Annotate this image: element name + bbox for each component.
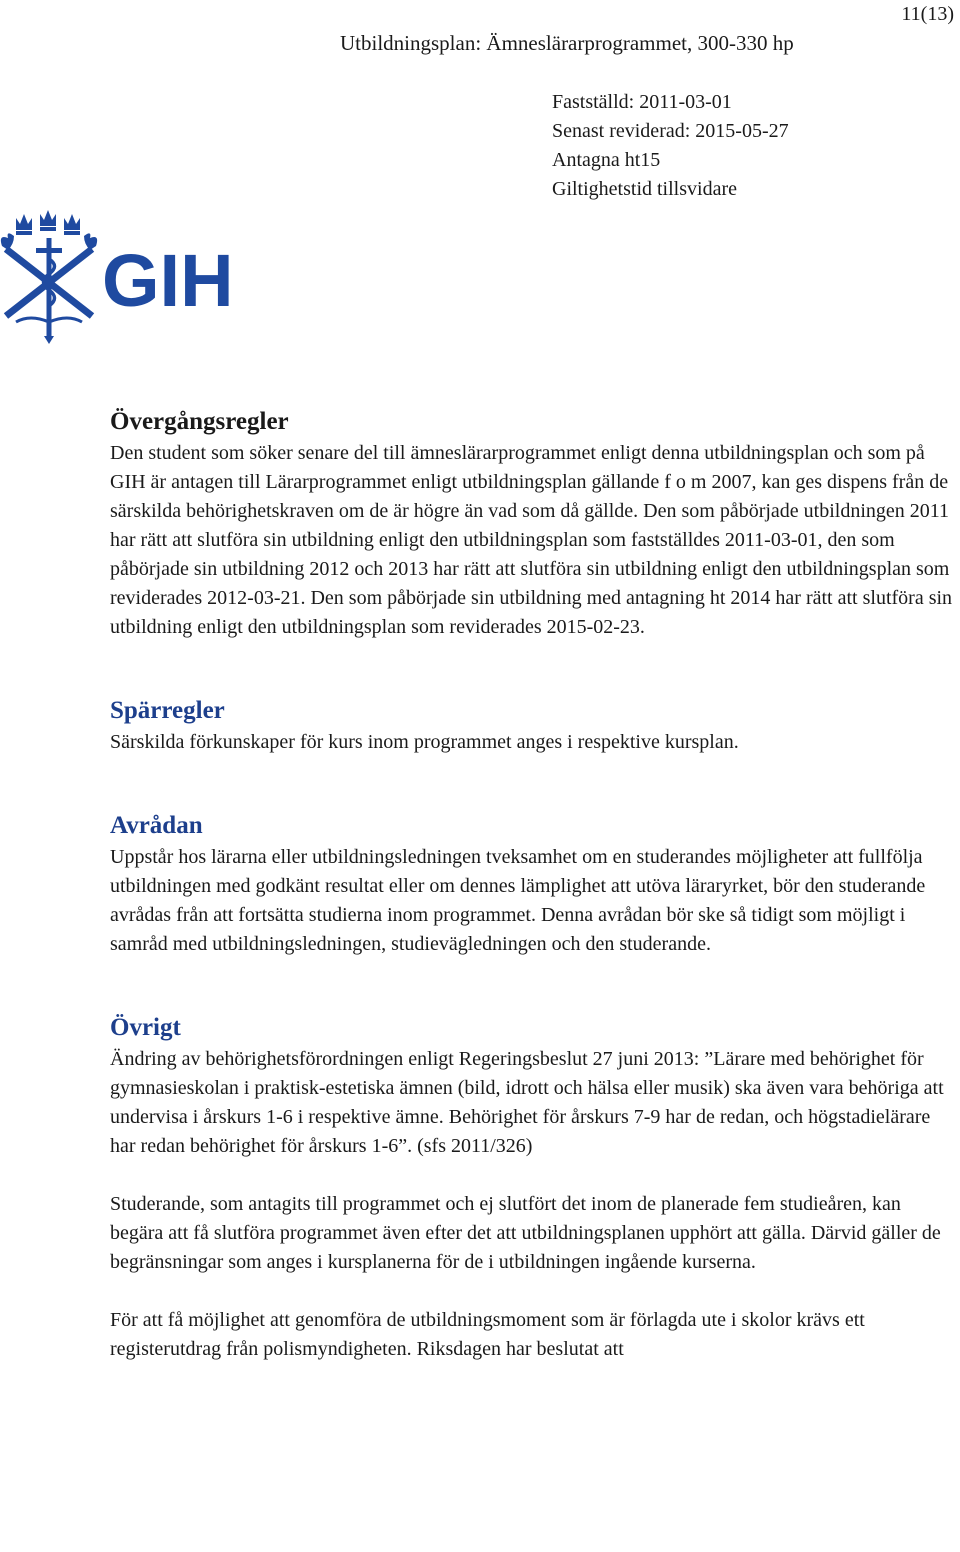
logo-text: GIH — [102, 239, 234, 322]
adopted-term: Antagna ht15 — [552, 149, 661, 171]
other-paragraph: Studerande, som antagits till programmet och ej slutfört det inom de planerade fem studieåren, kan begära att få slutföra programmet även efter det att utbildningsplanen upphört att gälla. Därvid gäller de begränsningar som anges i kursplanerna för de i utbildningen ingående kurserna. — [110, 1193, 941, 1273]
revised-date: Senast reviderad: 2015-05-27 — [552, 120, 789, 142]
document-meta — [552, 88, 789, 204]
transition-heading: Övergångsregler — [110, 408, 289, 435]
document-body — [110, 405, 955, 1364]
gih-crest-icon — [1, 210, 97, 344]
page-number: 11(13) — [901, 3, 954, 25]
validity: Giltighetstid tillsvidare — [552, 178, 737, 200]
other-heading: Övrigt — [110, 1014, 181, 1041]
counseling-heading: Avrådan — [110, 812, 203, 839]
barriers-body: Särskilda förkunskaper för kurs inom programmet anges i respektive kursplan. — [110, 731, 739, 753]
other-paragraph: Ändring av behörighetsförordningen enligt Regeringsbeslut 27 juni 2013: ”Lärare med behörighet för gymnasieskolan i praktisk-estetiska ämnen (bild, idrott och hälsa eller musik) ska även vara behöriga att undervisa i årskurs 1-6 i respektive ämne. Behörighet för årskurs 7-9 har de redan, och högstadielärare har redan behörighet för årskurs 1-6”. (sfs 2011/326) — [110, 1048, 944, 1157]
other-paragraph: För att få möjlighet att genomföra de utbildningsmoment som är förlagda ute i skolor krävs ett registerutdrag från polismyndigheten. Riksdagen har beslutat att — [110, 1309, 865, 1360]
gih-logo — [0, 204, 252, 344]
transition-body: Den student som söker senare del till ämneslärarprogrammet enligt denna utbildningsplan och som på GIH är antagen till Lärarprogrammet enligt utbildningsplan gällande f o m 2007, kan ges dispens från de särskilda behörighetskraven om de är högre än vad som då gällde. Den som påbörjade utbildningen 2011 har rätt att slutföra sin utbildning enligt den utbildningsplan som fastställdes 2011-03-01, den som påbörjade sin utbildning 2012 och 2013 har rätt att slutföra sin utbildning enligt den utbildningsplan som reviderades 2012-03-21. Den som påbörjade sin utbildning med antagning ht 2014 har rätt att slutföra sin utbildning enligt den utbildningsplan som reviderades 2015-02-23. — [110, 442, 953, 638]
counseling-body: Uppstår hos lärarna eller utbildningsledningen tveksamhet om en studerandes möjligheter att fullfölja utbildningen med godkänt resultat eller om dennes lämplighet att utöva läraryrket, bör den studerande avrådas från att fortsätta studierna inom programmet. Denna avrådan bör ske så tidigt som möjligt i samråd med utbildningsledningen, studievägledningen och den studerande. — [110, 846, 926, 955]
established-date: Fastställd: 2011-03-01 — [552, 91, 732, 113]
document-title: Utbildningsplan: Ämneslärarprogrammet, 300-330 hp — [340, 31, 794, 55]
barriers-heading: Spärregler — [110, 697, 225, 724]
